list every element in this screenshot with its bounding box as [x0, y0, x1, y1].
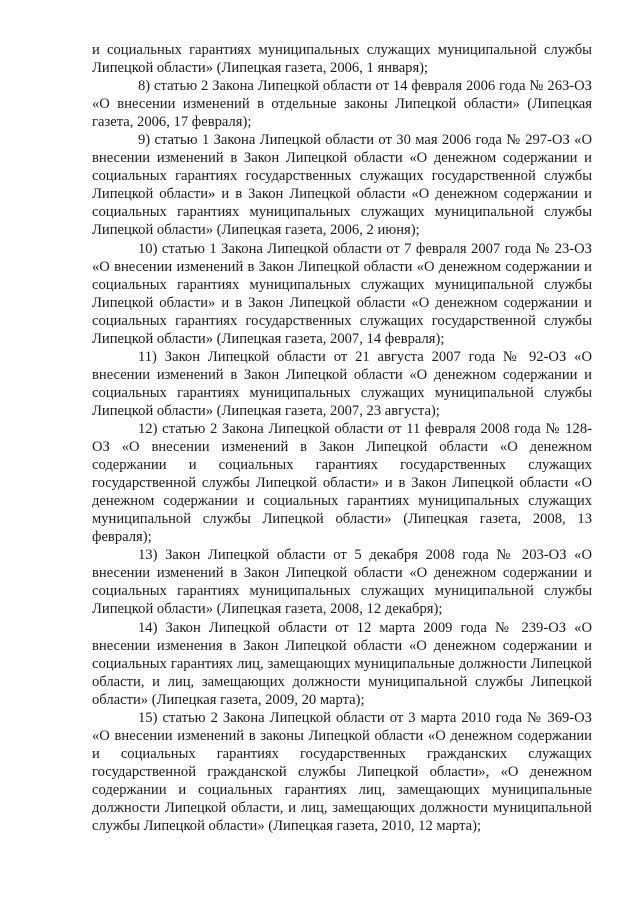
- document-body: [92, 41, 592, 835]
- list-item-12: 12) статью 2 Закона Липецкой области от 11 февраля 2008 года № 128-ОЗ «О внесении изменений в Закон Липецкой области «О денежном содержании и социальных гарантиях государственных служащих государственной службы Липецкой области» и в Закон Липецкой области «О денежном содержании и социальных гарантиях муниципальных служащих муниципальной службы Липецкой области» (Липецкая газета, 2008, 13 февраля);: [92, 420, 592, 546]
- list-item-11: 11) Закон Липецкой области от 21 августа 2007 года № 92-ОЗ «О внесении изменений в Закон Липецкой области «О денежном содержании и социальных гарантиях муниципальных служащих муниципальной службы Липецкой области» (Липецкая газета, 2007, 23 августа);: [92, 348, 592, 419]
- list-item-13: 13) Закон Липецкой области от 5 декабря 2008 года № 203-ОЗ «О внесении изменений в Закон Липецкой области «О денежном содержании и социальных гарантиях муниципальных служащих муниципальной службы Липецкой области» (Липецкая газета, 2008, 12 декабря);: [92, 547, 592, 618]
- list-item-15: 15) статью 2 Закона Липецкой области от 3 марта 2010 года № 369-ОЗ «О внесении изменений в законы Липецкой области «О денежном содержании и социальных гарантиях государственных гражданских служащих государственной гражданской службы Липецкой области», «О денежном содержании и социальных гарантиях лиц, замещающих муниципальные должности Липецкой области, и лиц, замещающих должности муниципальной службы Липецкой области» (Липецкая газета, 2010, 12 марта);: [92, 709, 592, 835]
- list-item-9: 9) статью 1 Закона Липецкой области от 30 мая 2006 года № 297-ОЗ «О внесении изменений в Закон Липецкой области «О денежном содержании и социальных гарантиях государственных служащих государственной службы Липецкой области» и в Закон Липецкой области «О денежном содержании и социальных гарантиях муниципальных служащих муниципальной службы Липецкой области» (Липецкая газета, 2006, 2 июня);: [92, 132, 592, 239]
- paragraph-continuation: и социальных гарантиях муниципальных служащих муниципальной службы Липецкой области» (Липецкая газета, 2006, 1 января);: [92, 42, 592, 77]
- list-item-14: 14) Закон Липецкой области от 12 марта 2009 года № 239-ОЗ «О внесении изменения в Закон Липецкой области «О денежном содержании и социальных гарантиях лиц, замещающих муниципальные должности Липецкой области, и лиц, замещающих должности муниципальной службы Липецкой области» (Липецкая газета, 2009, 20 марта);: [92, 619, 592, 708]
- list-item-8: 8) статью 2 Закона Липецкой области от 14 февраля 2006 года № 263-ОЗ «О внесении изменений в отдельные законы Липецкой области» (Липецкая газета, 2006, 17 февраля);: [92, 78, 592, 131]
- list-item-10: 10) статью 1 Закона Липецкой области от 7 февраля 2007 года № 23-ОЗ «О внесении изменений в Закон Липецкой области «О денежном содержании и социальных гарантиях муниципальных служащих муниципальной службы Липецкой области» и в Закон Липецкой области «О денежном содержании и социальных гарантиях государственных служащих государственной службы Липецкой области» (Липецкая газета, 2007, 14 февраля);: [92, 240, 592, 347]
